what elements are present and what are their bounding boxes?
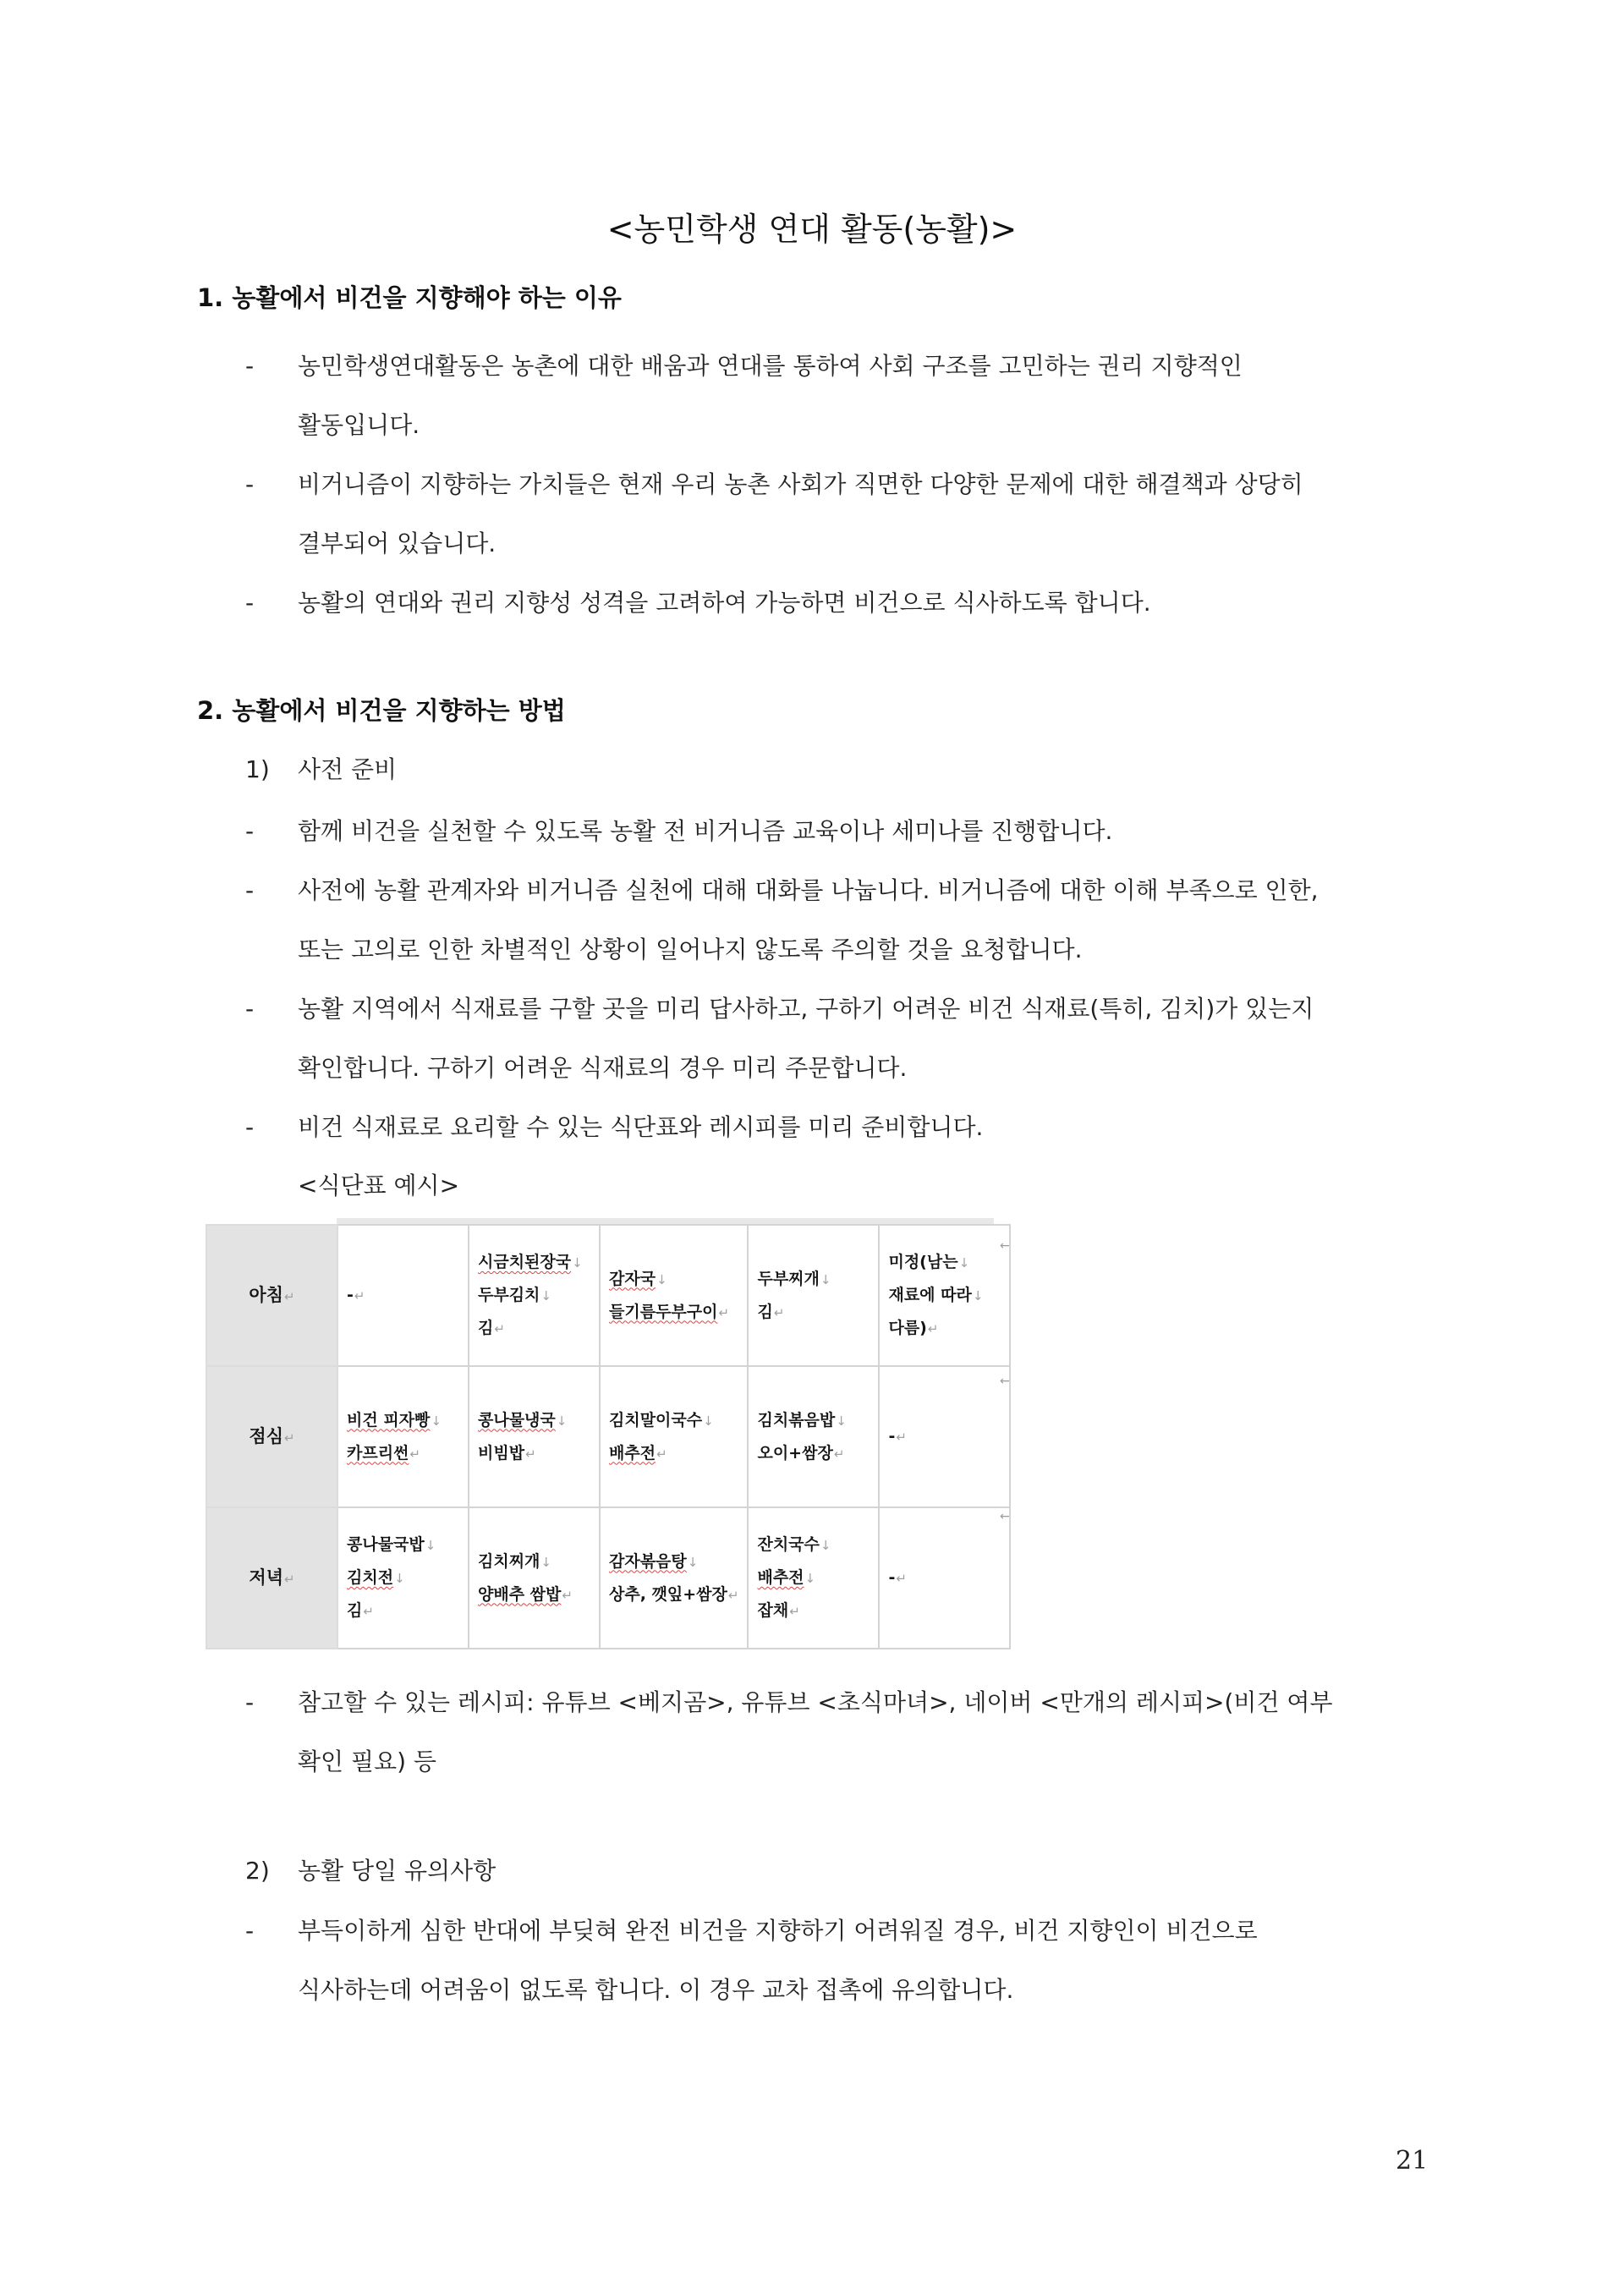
line-break-mark-icon: ↓ — [556, 1413, 568, 1429]
row-end-marker: ← — [1000, 1375, 1010, 1388]
menu-item: 배추전 — [757, 1568, 804, 1587]
line-break-mark-icon: ↓ — [687, 1554, 699, 1570]
menu-cell — [748, 1366, 879, 1507]
meal-plan-table — [206, 1224, 1011, 1649]
line-break-mark-icon: ↓ — [958, 1255, 970, 1270]
bullet-line: 확인 필요) 등 — [298, 1748, 436, 1775]
line-break-mark-icon: ↓ — [836, 1413, 847, 1429]
row-end-marker: ← — [1000, 1239, 1010, 1253]
paragraph-mark-icon: ↵ — [789, 1604, 800, 1619]
menu-cell — [879, 1507, 1010, 1649]
meal-time-label — [206, 1366, 337, 1507]
table-row — [206, 1366, 1010, 1507]
menu-item: 잔치국수 — [757, 1535, 820, 1554]
bullet-dash: - — [245, 470, 255, 498]
section-1-bullet-2 — [245, 455, 1438, 574]
menu-item: 콩나물국밥 — [347, 1535, 425, 1554]
line-break-mark-icon: ↓ — [431, 1413, 442, 1429]
section-1-bullet-1 — [245, 337, 1438, 455]
bullet-dash: - — [245, 1688, 255, 1716]
section-1-bullet-3 — [245, 574, 1438, 633]
menu-cell — [469, 1507, 600, 1649]
bullet-line: 농활 지역에서 식재료를 구할 곳을 미리 답사하고, 구하기 어려운 비건 식재료(특히, 김치)가 있는지 — [298, 995, 1314, 1023]
menu-cell — [600, 1507, 748, 1649]
bullet-line: 비건 식재료로 요리할 수 있는 식단표와 레시피를 미리 준비합니다. — [298, 1113, 984, 1141]
menu-item: 카프리썬 — [347, 1443, 409, 1463]
paragraph-mark-icon: ↵ — [896, 1430, 907, 1445]
menu-cell — [337, 1366, 469, 1507]
menu-item: 두부찌개 — [757, 1269, 820, 1288]
menu-cell — [337, 1225, 469, 1366]
subsection-1-bullet-2 — [245, 861, 1438, 980]
menu-cell — [600, 1225, 748, 1366]
meal-time-label — [206, 1507, 337, 1649]
bullet-dash: - — [245, 1917, 255, 1945]
menu-item: 김 — [757, 1302, 773, 1321]
subsection-label: 농활 당일 유의사항 — [298, 1857, 497, 1885]
menu-item: 상추, 깻잎+쌈장 — [609, 1584, 727, 1604]
subsection-2-heading — [245, 1852, 496, 1886]
paragraph-mark-icon: ↵ — [363, 1604, 374, 1619]
menu-cell — [879, 1366, 1010, 1507]
bullet-dash: - — [245, 817, 255, 845]
menu-item: 콩나물냉국 — [478, 1410, 556, 1430]
bullet-line: 활동입니다. — [298, 411, 420, 439]
menu-item: 재료에 따라 — [888, 1286, 972, 1304]
menu-item: 두부김치 — [478, 1286, 540, 1304]
menu-cell — [879, 1225, 1010, 1366]
bullet-line: 비거니즘이 지향하는 가치들은 현재 우리 농촌 사회가 직면한 다양한 문제에 대한 해결책과 상당히 — [298, 470, 1303, 498]
menu-cell — [748, 1225, 879, 1366]
meal-table-body — [206, 1225, 1010, 1649]
paragraph-mark-icon: ↵ — [833, 1446, 845, 1462]
meal-time-text: 아침 — [249, 1284, 283, 1305]
paragraph-mark-icon: ↵ — [284, 1430, 295, 1446]
paragraph-mark-icon: ↵ — [284, 1571, 295, 1587]
table-row — [206, 1507, 1010, 1649]
menu-item: 시금치된장국 — [478, 1253, 572, 1271]
menu-item: 감자볶음탕 — [609, 1551, 687, 1571]
menu-item: 잡채 — [757, 1601, 789, 1620]
menu-cell — [469, 1225, 600, 1366]
row-end-marker: ← — [1000, 1510, 1010, 1523]
menu-cell — [337, 1507, 469, 1649]
line-break-mark-icon: ↓ — [572, 1255, 583, 1270]
line-break-mark-icon: ↓ — [540, 1288, 551, 1303]
paragraph-mark-icon: ↵ — [656, 1446, 667, 1462]
line-break-mark-icon: ↓ — [703, 1413, 714, 1429]
meal-time-text: 저녁 — [249, 1567, 283, 1588]
subsection-2-bullet-1 — [245, 1902, 1438, 2020]
menu-item: 비건 피자빵 — [347, 1410, 431, 1430]
meal-time-text: 점심 — [249, 1425, 283, 1446]
paragraph-mark-icon: ↵ — [494, 1321, 505, 1336]
paragraph-mark-icon: ↵ — [896, 1571, 907, 1586]
bullet-line: 부득이하게 심한 반대에 부딪혀 완전 비건을 지향하기 어려워질 경우, 비건 지향인이 비건으로 — [298, 1917, 1258, 1945]
menu-item: 다름) — [888, 1319, 927, 1337]
menu-item: - — [347, 1286, 354, 1304]
paragraph-mark-icon: ↵ — [284, 1288, 295, 1304]
menu-cell — [748, 1507, 879, 1649]
menu-item: 김치찌개 — [478, 1551, 540, 1571]
bullet-dash: - — [245, 1113, 255, 1141]
section-1-heading: 1. 농활에서 비건을 지향해야 하는 이유 — [197, 283, 622, 312]
paragraph-mark-icon: ↵ — [727, 1587, 739, 1603]
subsection-1-bullet-1 — [245, 802, 1438, 861]
subsection-number: 2) — [245, 1857, 270, 1885]
subsection-label: 사전 준비 — [298, 755, 398, 783]
recipe-reference-bullet — [245, 1673, 1438, 1792]
menu-item: - — [888, 1568, 896, 1587]
bullet-line: 참고할 수 있는 레시피: 유튜브 <베지곰>, 유튜브 <초식마녀>, 네이버 <만개의 레시피>(비건 여부 — [298, 1688, 1333, 1716]
line-break-mark-icon: ↓ — [820, 1538, 831, 1553]
line-break-mark-icon: ↓ — [972, 1288, 984, 1303]
paragraph-mark-icon: ↵ — [718, 1304, 730, 1320]
menu-item: 김 — [478, 1319, 494, 1337]
subsection-1-bullet-3 — [245, 980, 1438, 1098]
line-break-mark-icon: ↓ — [820, 1271, 831, 1287]
menu-item: 오이+쌈장 — [757, 1443, 833, 1463]
menu-item: 배추전 — [609, 1443, 656, 1463]
bullet-line: 결부되어 있습니다. — [298, 530, 497, 557]
paragraph-mark-icon: ↵ — [562, 1587, 573, 1603]
table-row — [206, 1225, 1010, 1366]
paragraph-mark-icon: ↵ — [409, 1446, 420, 1462]
bullet-line: 또는 고의로 인한 차별적인 상황이 일어나지 않도록 주의할 것을 요청합니다. — [298, 936, 1083, 963]
menu-item: - — [888, 1427, 896, 1446]
menu-cell — [469, 1366, 600, 1507]
menu-item: 김 — [347, 1601, 363, 1620]
line-break-mark-icon: ↓ — [425, 1538, 436, 1553]
menu-item: 양배추 쌈밥 — [478, 1584, 562, 1604]
bullet-line: 사전에 농활 관계자와 비거니즘 실천에 대해 대화를 나눕니다. 비거니즘에 대한 이해 부족으로 인한, — [298, 876, 1319, 904]
meal-time-label — [206, 1225, 337, 1366]
paragraph-mark-icon: ↵ — [773, 1304, 785, 1320]
menu-item: 비빔밥 — [478, 1443, 525, 1463]
bullet-line: 확인합니다. 구하기 어려운 식재료의 경우 미리 주문합니다. — [298, 1054, 908, 1082]
bullet-line: 농민학생연대활동은 농촌에 대한 배움과 연대를 통하여 사회 구조를 고민하는 권리 지향적인 — [298, 352, 1243, 380]
menu-item: 들기름두부구이 — [609, 1302, 718, 1321]
bullet-dash: - — [245, 995, 255, 1023]
paragraph-mark-icon: ↵ — [525, 1446, 536, 1462]
subsection-1-bullet-4 — [245, 1098, 1438, 1157]
menu-item: 미정(남는 — [888, 1253, 958, 1271]
section-2-heading: 2. 농활에서 비건을 지향하는 방법 — [197, 696, 566, 725]
menu-item: 김치볶음밥 — [757, 1410, 836, 1430]
menu-item: 감자국 — [609, 1269, 656, 1288]
subsection-1-heading — [245, 751, 397, 785]
bullet-line: 농활의 연대와 권리 지향성 성격을 고려하여 가능하면 비건으로 식사하도록 합니다. — [298, 589, 1151, 617]
page-number: 21 — [1396, 2146, 1429, 2176]
line-break-mark-icon: ↓ — [394, 1571, 405, 1586]
paragraph-mark-icon: ↵ — [354, 1288, 365, 1303]
table-caption: <식단표 예시> — [298, 1172, 460, 1199]
subsection-number: 1) — [245, 755, 270, 783]
menu-cell — [600, 1366, 748, 1507]
page-title: <농민학생 연대 활동(농활)> — [606, 211, 1018, 248]
bullet-line: 식사하는데 어려움이 없도록 합니다. 이 경우 교차 접촉에 유의합니다. — [298, 1976, 1014, 2004]
paragraph-mark-icon: ↵ — [927, 1321, 939, 1336]
bullet-line: 함께 비건을 실천할 수 있도록 농활 전 비거니즘 교육이나 세미나를 진행합니다. — [298, 817, 1113, 845]
line-break-mark-icon: ↓ — [804, 1571, 816, 1586]
bullet-dash: - — [245, 589, 255, 617]
menu-item: 김치말이국수 — [609, 1410, 703, 1430]
menu-item: 김치전 — [347, 1568, 394, 1587]
bullet-dash: - — [245, 876, 255, 904]
bullet-dash: - — [245, 352, 255, 380]
line-break-mark-icon: ↓ — [540, 1554, 551, 1570]
line-break-mark-icon: ↓ — [656, 1271, 667, 1287]
